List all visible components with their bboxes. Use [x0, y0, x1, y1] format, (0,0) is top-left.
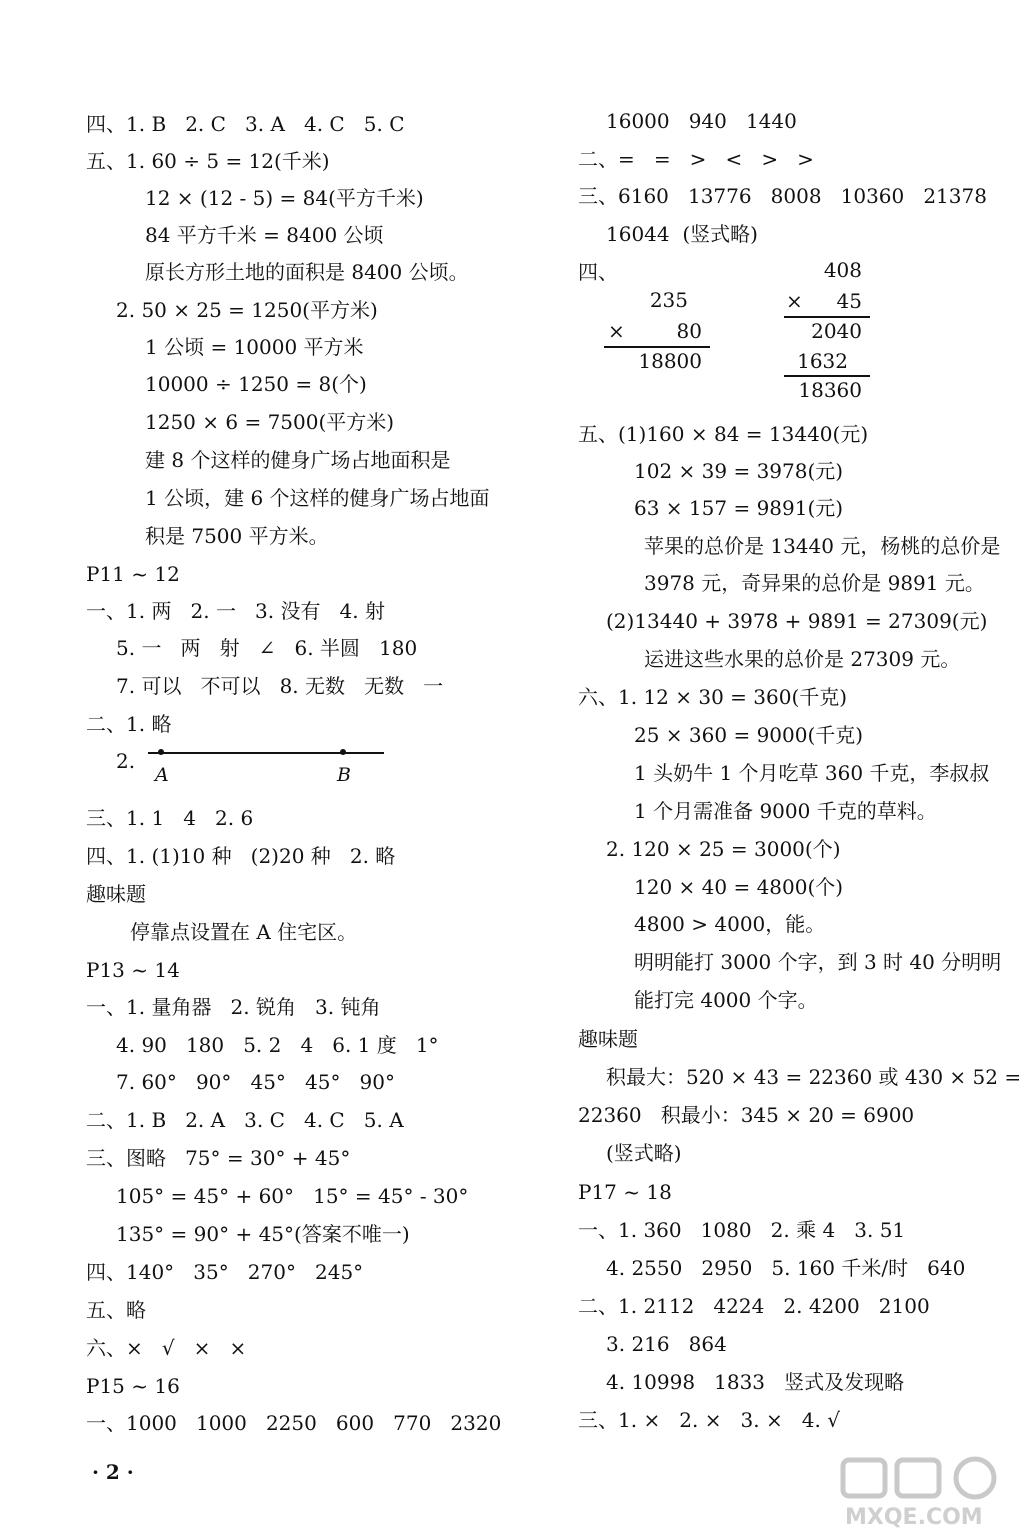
line-segment: [148, 752, 384, 754]
answer-line: 4800 > 4000，能。: [634, 912, 826, 936]
answer-line: 二、1. 略: [86, 712, 172, 736]
answer-line: 2. 120 × 25 = 3000(个): [606, 837, 841, 861]
answer-line: 五、略: [86, 1298, 146, 1322]
answer-line: 建 8 个这样的健身广场占地面积是: [145, 448, 451, 472]
calc-multiplier: 45: [836, 289, 862, 313]
answer-line: 2. 50 × 25 = 1250(平方米): [116, 298, 378, 322]
answer-line: 能打完 4000 个字。: [634, 988, 818, 1012]
point-a-label: A: [155, 764, 169, 786]
answer-line: 四、1. B 2. C 3. A 4. C 5. C: [86, 112, 405, 136]
vertical-calc-408x45: [780, 258, 870, 408]
answer-line: 12 × (12 - 5) = 84(平方千米): [145, 186, 424, 210]
answer-line: 二、1. 2112 4224 2. 4200 2100: [578, 1294, 930, 1318]
answer-line: 84 平方千米 = 8400 公顷: [145, 223, 384, 247]
answer-line: 16000 940 1440: [606, 109, 797, 133]
answer-line: 四、: [578, 260, 618, 284]
answer-line: 明明能打 3000 个字，到 3 时 40 分明明: [634, 950, 1002, 974]
answer-line: 5. 一 两 射 ∠ 6. 半圆 180: [116, 636, 418, 660]
section-heading: P17 ~ 18: [578, 1180, 672, 1204]
answer-line: 3. 216 864: [606, 1332, 727, 1356]
answer-line: 六、× √ × ×: [86, 1336, 247, 1360]
answer-line: 135° = 90° + 45°(答案不唯一): [116, 1222, 410, 1246]
answer-line: 运进这些水果的总价是 27309 元。: [644, 647, 961, 671]
answer-line: 16044 (竖式略): [606, 222, 758, 246]
answer-line: 一、1000 1000 2250 600 770 2320: [86, 1411, 502, 1435]
answer-line: 积是 7500 平方米。: [145, 524, 329, 548]
answer-line: 1 公顷，建 6 个这样的健身广场占地面: [145, 486, 490, 510]
answer-line: 1 头奶牛 1 个月吃草 360 千克，李叔叔: [634, 761, 990, 785]
answer-line: 三、图略 75° = 30° + 45°: [86, 1146, 351, 1170]
section-heading: P15 ~ 16: [86, 1374, 180, 1398]
calc-multiplier: 80: [676, 319, 702, 343]
calc-partial-product: 1632: [797, 349, 848, 373]
answer-line: 一、1. 360 1080 2. 乘 4 3. 51: [578, 1218, 906, 1242]
calc-rule: [604, 346, 710, 348]
answer-line: 二、1. B 2. A 3. C 4. C 5. A: [86, 1108, 404, 1132]
answer-line: 120 × 40 = 4800(个): [634, 875, 844, 899]
section-heading: 趣味题: [578, 1027, 638, 1051]
svg-text:MXQE.COM: MXQE.COM: [845, 1505, 983, 1530]
answer-line: 2.: [116, 749, 136, 773]
answer-line: 105° = 45° + 60° 15° = 45° - 30°: [116, 1184, 469, 1208]
calc-rule: [784, 316, 870, 318]
answer-line: 一、1. 两 2. 一 3. 没有 4. 射: [86, 599, 385, 623]
answer-line: 1 个月需准备 9000 千克的草料。: [634, 799, 937, 823]
answer-line: 4. 90 180 5. 2 4 6. 1 度 1°: [116, 1033, 439, 1057]
answer-line: 3978 元，奇异果的总价是 9891 元。: [644, 571, 985, 595]
answer-line: 原长方形土地的面积是 8400 公顷。: [145, 260, 469, 284]
watermark-logo-graphic: [825, 1454, 1025, 1534]
section-heading: P13 ~ 14: [86, 958, 180, 982]
answer-line: 7. 可以 不可以 8. 无数 无数 一: [116, 674, 444, 698]
calc-multiplicand: 235: [649, 288, 688, 312]
answer-line: 三、1. × 2. × 3. × 4. √: [578, 1408, 840, 1432]
answer-line: 二、= = > < > >: [578, 147, 814, 171]
answer-line: 三、6160 13776 8008 10360 21378: [578, 184, 987, 208]
calc-multiplicand: 408: [823, 258, 862, 282]
answer-line: 一、1. 量角器 2. 锐角 3. 钝角: [86, 995, 381, 1019]
answer-line: (2)13440 + 3978 + 9891 = 27309(元): [606, 609, 988, 633]
answer-line: 4. 2550 2950 5. 160 千米/时 640: [606, 1256, 966, 1280]
answer-line: 7. 60° 90° 45° 45° 90°: [116, 1070, 395, 1094]
answer-line: 六、1. 12 × 30 = 360(千克): [578, 685, 848, 709]
answer-line: 五、(1)160 × 84 = 13440(元): [578, 422, 869, 446]
answer-line: 四、140° 35° 270° 245°: [86, 1260, 364, 1284]
answer-line: 四、1. (1)10 种 (2)20 种 2. 略: [86, 844, 396, 868]
answer-line: 1250 × 6 = 7500(平方米): [145, 410, 395, 434]
answer-line: 4. 10998 1833 竖式及发现略: [606, 1370, 905, 1394]
calc-times-sign: ×: [786, 289, 803, 313]
point-b-label: B: [337, 764, 351, 786]
vertical-calc-235x80: [600, 288, 710, 378]
calc-product: 18360: [798, 378, 862, 402]
answer-line: 102 × 39 = 3978(元): [634, 459, 844, 483]
answer-line: 25 × 360 = 9000(千克): [634, 723, 864, 747]
answer-line: 苹果的总价是 13440 元，杨桃的总价是: [644, 534, 1001, 558]
point-b: [340, 749, 346, 755]
answer-line: 积最大：520 × 43 = 22360 或 430 × 52 =: [606, 1065, 1022, 1089]
answer-line: 63 × 157 = 9891(元): [634, 496, 844, 520]
answer-line: 10000 ÷ 1250 = 8(个): [145, 372, 367, 396]
calc-times-sign: ×: [608, 319, 625, 343]
answer-line: 三、1. 1 4 2. 6: [86, 806, 254, 830]
calc-product: 18800: [638, 349, 702, 373]
answer-line: (竖式略): [606, 1141, 682, 1165]
answer-line: 五、1. 60 ÷ 5 = 12(千米): [86, 149, 330, 173]
calc-partial-product: 2040: [811, 319, 862, 343]
point-a: [158, 749, 164, 755]
calc-rule: [784, 375, 870, 377]
watermark-logo: [825, 1454, 1025, 1534]
answer-line: 1 公顷 = 10000 平方米: [145, 335, 364, 359]
section-heading: 趣味题: [86, 882, 146, 906]
page-number: · 2 ·: [92, 1460, 134, 1484]
answer-line: 停靠点设置在 A 住宅区。: [130, 920, 358, 944]
answer-line: 22360 积最小：345 × 20 = 6900: [578, 1103, 915, 1127]
section-heading: P11 ~ 12: [86, 562, 180, 586]
